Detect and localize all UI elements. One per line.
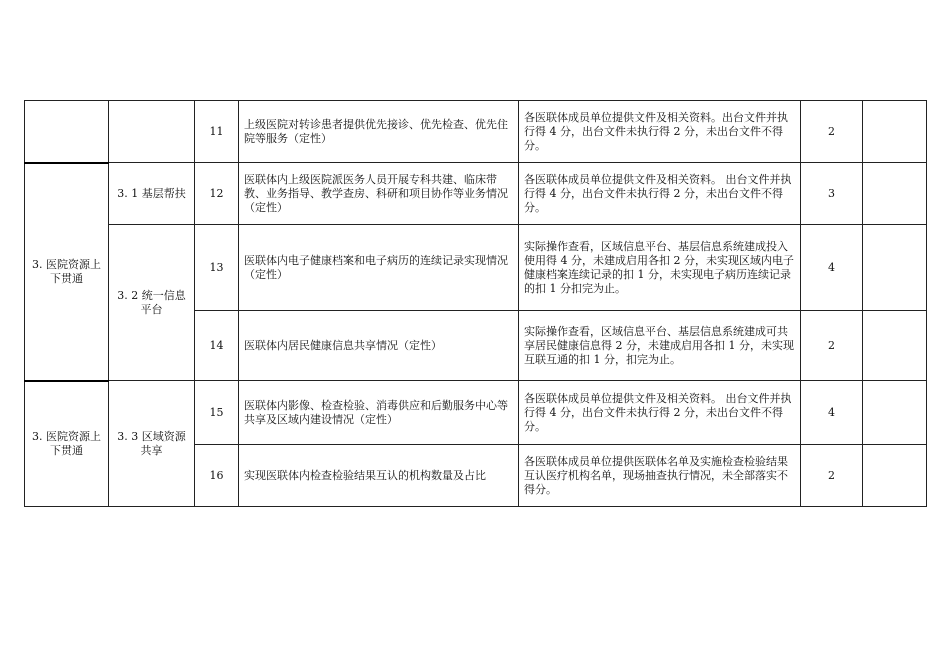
table-row [25, 101, 927, 163]
table-row [25, 381, 927, 445]
score-table-sheet [24, 100, 927, 507]
score-cell: 2 [801, 311, 863, 381]
item-number-cell: 14 [195, 311, 239, 381]
item-content-cell: 医联体内电子健康档案和电子病历的连续记录实现情况（定性） [239, 225, 519, 311]
score-table [24, 100, 927, 507]
remark-cell [863, 163, 927, 225]
item-number-cell: 16 [195, 445, 239, 507]
dimension-cell [25, 101, 109, 163]
score-cell: 4 [801, 381, 863, 445]
subdimension-cell: 3. 1 基层帮扶 [109, 163, 195, 225]
remark-cell [863, 445, 927, 507]
remark-cell [863, 311, 927, 381]
dimension-cell: 3. 医院资源上下贯通 [25, 163, 109, 381]
table-row [25, 225, 927, 311]
dimension-cell: 3. 医院资源上下贯通 [25, 381, 109, 507]
subdimension-cell: 3. 3 区域资源共享 [109, 381, 195, 507]
subdimension-cell: 3. 2 统一信息平台 [109, 225, 195, 381]
item-number-cell: 12 [195, 163, 239, 225]
item-number-cell: 15 [195, 381, 239, 445]
item-content-cell: 上级医院对转诊患者提供优先接诊、优先检查、优先住院等服务（定性） [239, 101, 519, 163]
subdimension-cell [109, 101, 195, 163]
item-content-cell: 医联体内影像、检查检验、消毒供应和后勤服务中心等共享及区域内建设情况（定性） [239, 381, 519, 445]
item-number-cell: 11 [195, 101, 239, 163]
score-cell: 4 [801, 225, 863, 311]
score-cell: 2 [801, 445, 863, 507]
scoring-method-cell: 实际操作查看，区域信息平台、基层信息系统建成投入使用得 4 分，未建成启用各扣 2 分，未实现区域内电子健康档案连续记录的扣 1 分，未实现电子病历连续记录的扣 1 分扣完为止。 [519, 225, 801, 311]
remark-cell [863, 225, 927, 311]
score-cell: 3 [801, 163, 863, 225]
scoring-method-cell: 实际操作查看，区域信息平台、基层信息系统建成可共享居民健康信息得 2 分，未建成启用各扣 1 分，未实现互联互通的扣 1 分，扣完为止。 [519, 311, 801, 381]
item-content-cell: 医联体内上级医院派医务人员开展专科共建、临床带教、业务指导、教学查房、科研和项目协作等业务情况（定性） [239, 163, 519, 225]
item-number-cell: 13 [195, 225, 239, 311]
item-content-cell: 实现医联体内检查检验结果互认的机构数量及占比 [239, 445, 519, 507]
score-cell: 2 [801, 101, 863, 163]
remark-cell [863, 381, 927, 445]
item-content-cell: 医联体内居民健康信息共享情况（定性） [239, 311, 519, 381]
scoring-method-cell: 各医联体成员单位提供文件及相关资料。出台文件并执行得 4 分，出台文件未执行得 2 分，未出台文件不得分。 [519, 101, 801, 163]
scoring-method-cell: 各医联体成员单位提供文件及相关资料。 出台文件并执行得 4 分，出台文件未执行得 2 分，未出台文件不得分。 [519, 381, 801, 445]
table-row [25, 163, 927, 225]
remark-cell [863, 101, 927, 163]
scoring-method-cell: 各医联体成员单位提供医联体名单及实施检查检验结果互认医疗机构名单，现场抽查执行情况，未全部落实不得分。 [519, 445, 801, 507]
scoring-method-cell: 各医联体成员单位提供文件及相关资料。 出台文件并执行得 4 分，出台文件未执行得 2 分，未出台文件不得分。 [519, 163, 801, 225]
